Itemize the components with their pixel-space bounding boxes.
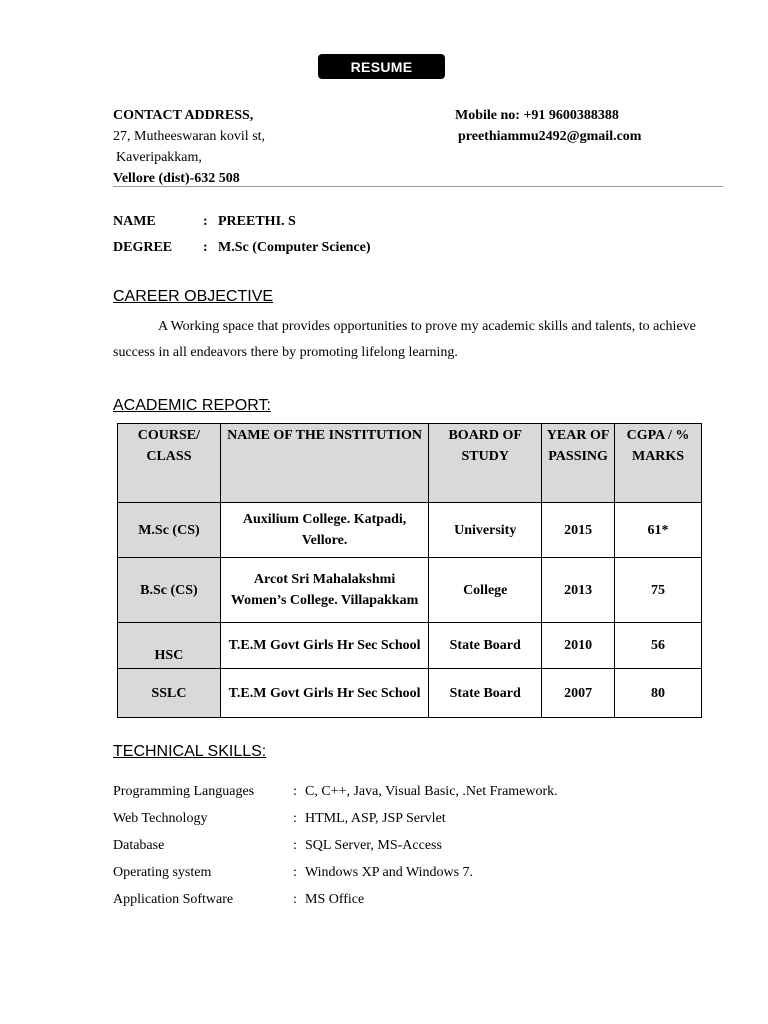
course-cell: B.Sc (CS) <box>118 558 221 623</box>
skill-value: SQL Server, MS-Access <box>305 837 442 853</box>
table-row <box>118 558 702 623</box>
degree-colon: : <box>203 240 208 255</box>
skill-label: Application Software <box>113 891 234 907</box>
skill-label: Database <box>113 837 165 853</box>
contact-details <box>455 105 641 147</box>
name-colon: : <box>203 214 208 229</box>
institution-cell: T.E.M Govt Girls Hr Sec School <box>220 623 428 669</box>
board-cell: University <box>429 503 542 558</box>
degree-row <box>113 240 371 256</box>
table-row <box>118 669 702 718</box>
list-item <box>113 778 558 805</box>
contact-heading: CONTACT ADDRESS, <box>113 108 254 123</box>
skill-value: Windows XP and Windows 7. <box>305 864 474 880</box>
skill-colon: : <box>293 810 297 826</box>
address-line-2: Kaveripakkam, <box>116 150 202 165</box>
technical-skills-heading: TECHNICAL SKILLS: <box>113 743 267 760</box>
skill-label: Operating system <box>113 864 212 880</box>
year-cell: 2007 <box>542 669 615 718</box>
list-item <box>113 832 558 859</box>
course-cell: M.Sc (CS) <box>118 503 221 558</box>
list-item <box>113 859 558 886</box>
skill-value: MS Office <box>305 891 365 907</box>
skill-colon: : <box>293 864 297 880</box>
course-cell: HSC <box>118 623 221 669</box>
address-line-3: Vellore (dist)-632 508 <box>113 171 240 186</box>
resume-title: RESUME <box>318 54 445 79</box>
career-objective-text: A Working space that provides opportunities to prove my academic skills and talents, to achieve success in all endeavors there by promoting lifelong learning. <box>113 319 696 360</box>
institution-cell: Arcot Sri Mahalakshmi Women’s College. Villapakkam <box>220 558 428 623</box>
marks-cell: 56 <box>615 623 702 669</box>
year-cell: 2015 <box>542 503 615 558</box>
board-cell: State Board <box>429 669 542 718</box>
academic-table <box>117 423 702 718</box>
header-course: COURSE/ CLASS <box>118 424 221 503</box>
header-divider <box>113 186 723 187</box>
degree-value: M.Sc (Computer Science) <box>218 240 371 255</box>
skill-value: C, C++, Java, Visual Basic, .Net Framework. <box>305 783 558 799</box>
skill-colon: : <box>293 837 297 853</box>
table-row <box>118 503 702 558</box>
course-cell: SSLC <box>118 669 221 718</box>
skills-list <box>113 778 558 913</box>
marks-cell: 80 <box>615 669 702 718</box>
header-year: YEAR OF PASSING <box>542 424 615 503</box>
header-board: BOARD OF STUDY <box>429 424 542 503</box>
address-line-1: 27, Mutheeswaran kovil st, <box>113 129 266 144</box>
career-objective-heading: CAREER OBJECTIVE <box>113 288 274 305</box>
email-address: preethiammu2492@gmail.com <box>458 129 642 144</box>
table-header-row <box>118 424 702 503</box>
marks-cell: 75 <box>615 558 702 623</box>
institution-cell: Auxilium College. Katpadi, Vellore. <box>220 503 428 558</box>
table-row <box>118 623 702 669</box>
skill-colon: : <box>293 891 297 907</box>
degree-label: DEGREE <box>113 240 173 255</box>
name-label: NAME <box>113 214 156 229</box>
skill-colon: : <box>293 783 297 799</box>
name-row <box>113 214 296 230</box>
year-cell: 2010 <box>542 623 615 669</box>
name-value: PREETHI. S <box>218 214 296 229</box>
board-cell: State Board <box>429 623 542 669</box>
academic-report-heading: ACADEMIC REPORT: <box>113 397 271 414</box>
mobile-number: Mobile no: +91 9600388388 <box>455 108 619 123</box>
header-marks: CGPA / % MARKS <box>615 424 702 503</box>
marks-cell: 61* <box>615 503 702 558</box>
header-institution: NAME OF THE INSTITUTION <box>220 424 428 503</box>
board-cell: College <box>429 558 542 623</box>
contact-address <box>113 105 265 189</box>
skill-label: Web Technology <box>113 810 208 826</box>
list-item <box>113 805 558 832</box>
skill-label: Programming Languages <box>113 783 255 799</box>
institution-cell: T.E.M Govt Girls Hr Sec School <box>220 669 428 718</box>
year-cell: 2013 <box>542 558 615 623</box>
skill-value: HTML, ASP, JSP Servlet <box>305 810 446 826</box>
list-item <box>113 886 558 913</box>
